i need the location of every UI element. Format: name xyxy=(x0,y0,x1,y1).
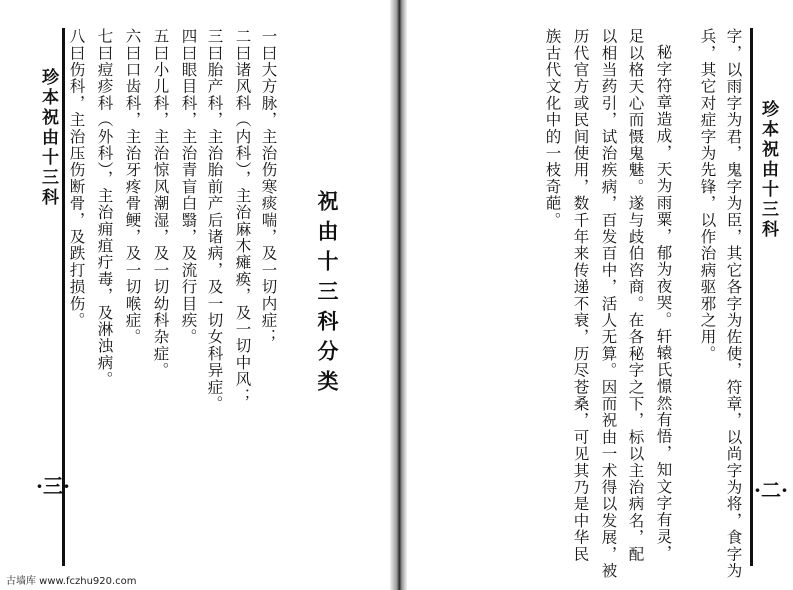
left-line-4: 四曰眼目科，主治青盲白翳，及流行目疾。 xyxy=(179,28,198,346)
right-margin-rule xyxy=(750,28,753,566)
left-line-7: 七曰痘疹科（外科），主治痈疽疔毒，及淋浊病。 xyxy=(95,28,114,388)
left-running-head: 珍本祝由十三科 xyxy=(38,68,58,208)
right-line-1: 字，以雨字为君，鬼字为臣，其它各字为佐使，符章，以尚字为将，食字为 xyxy=(724,28,743,580)
section-heading: 祝由十三科分类 xyxy=(315,190,340,400)
right-line-5: 以相当药引，试治疾病，百发百中，活人无算。因而祝由一术得以发展，被 xyxy=(599,28,618,580)
right-line-3: 秘字符章造成，天为雨粟，郁为夜哭。轩辕氏憬然有悟，知文字有灵， xyxy=(654,44,673,562)
right-page-number: ·二· xyxy=(754,478,788,502)
right-running-head: 珍本祝由十三科 xyxy=(758,100,778,240)
book-gutter xyxy=(390,0,407,590)
right-line-6: 历代官方或民间使用，数千年来传递不衰，历尽苍桑，可见其乃是中华民 xyxy=(571,28,590,563)
site-watermark: 古墙库 www.fczhu920.com xyxy=(6,576,137,587)
right-line-2: 兵，其它对症字为先锋，以作治病驱邪之用。 xyxy=(698,28,717,362)
right-line-4: 足以格天心而慑鬼魅。遂与歧伯咨商。在各秘字之下，标以主治病名，配 xyxy=(626,28,645,563)
left-line-1: 一曰大方脉，主治伤寒痰喘，及一切内症； xyxy=(259,28,278,346)
left-line-5: 五曰小儿科，主治惊风潮湿，及一切幼科杂症。 xyxy=(151,28,170,379)
left-line-8: 八曰伤科，主治压伤断骨，及跌打损伤。 xyxy=(67,28,86,329)
left-line-2: 二曰诸风科（内科），主治麻木瘫痪，及一切中风； xyxy=(233,28,252,405)
right-line-7: 族古代文化中的一枝奇葩。 xyxy=(543,28,562,229)
left-page-number: ·三· xyxy=(36,474,70,498)
left-line-6: 六曰口齿科，主治牙疼骨鲠，及一切喉症。 xyxy=(123,28,142,346)
left-line-3: 三曰胎产科，主治胎前产后诸病，及一切女科异症。 xyxy=(205,28,224,413)
